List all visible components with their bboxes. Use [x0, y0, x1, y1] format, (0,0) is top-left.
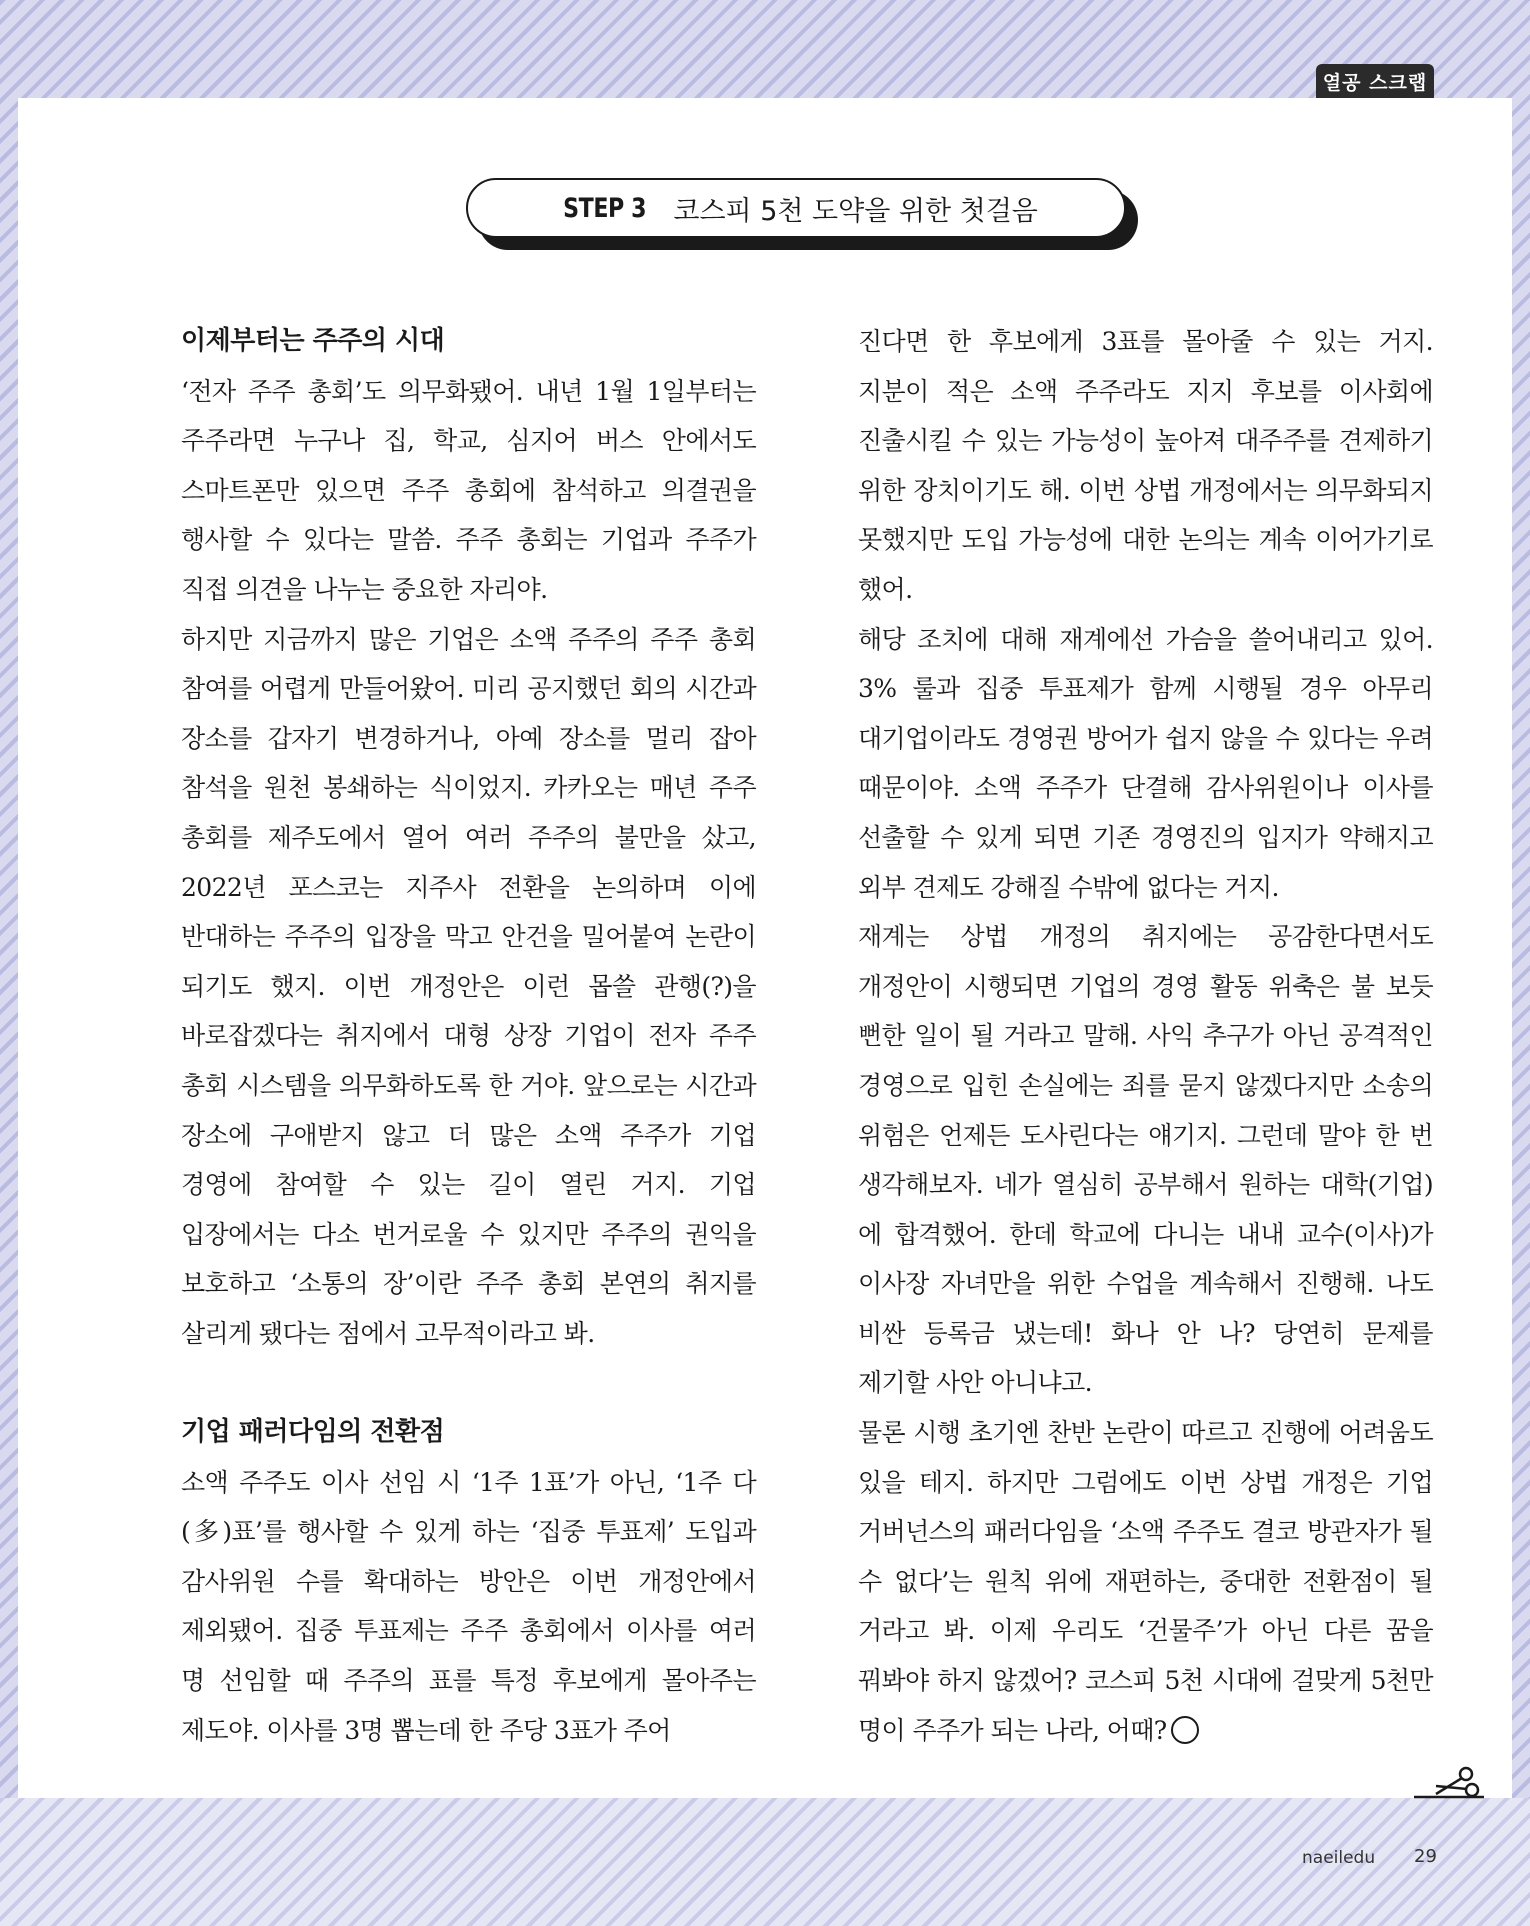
step-title: 코스피 5천 도약을 위한 첫걸음 [673, 195, 1038, 227]
section1-paragraph-2: 하지만 지금까지 많은 기업은 소액 주주의 주주 총회 참여를 어렵게 만들어왔어. 미리 공지했던 회의 시간과 장소를 갑자기 변경하거나, 아예 장소를 멀리 잡아 참석을 원천 봉쇄하는 식이었지. 카카오는 매년 주주 총회를 제주도에서 열어 여러 주주의 불만을 샀고, 2022년 포스코는 지주사 전환을 논의하며 이에 반대하는 주주의 입장을 막고 안건을 밀어붙여 논란이 되기도 했지. 이번 개정안은 이런 몹쓸 관행(?)을 바로잡겠다는 취지에서 대형 상장 기업이 전자 주주 총회 시스템을 의무화하도록 한 거야. 앞으로는 시간과 장소에 구애받지 않고 더 많은 소액 주주가 기업 경영에 참여할 수 있는 길이 열린 거지. 기업 입장에서는 다소 번거로울 수 있지만 주주의 권익을 보호하고 ‘소통의 장’이란 주주 총회 본연의 취지를 살리게 됐다는 점에서 고무적이라고 봐. [181, 624, 756, 1348]
step-banner-box [466, 178, 1126, 238]
section2-paragraph-1-end: 진다면 한 후보에게 3표를 몰아줄 수 있는 거지. 지분이 적은 소액 주주라도 지지 후보를 이사회에 진출시킬 수 있는 가능성이 높아져 대주주를 견제하기 위한 장치이기도 해. 이번 상법 개정에서는 의무화되지 못했지만 도입 가능성에 대한 논의는 계속 이어가기로 했어. [858, 327, 1433, 604]
section2-paragraph-4 [858, 1408, 1433, 1755]
section2-paragraph-3: 재계는 상법 개정의 취지에는 공감한다면서도 개정안이 시행되면 기업의 경영 활동 위축은 불 보듯 뻔한 일이 될 거라고 말해. 사익 추구가 아닌 공격적인 경영으로 입힌 손실에는 죄를 묻지 않겠다지만 소송의 위험은 언제든 도사린다는 얘기지. 그런데 말야 한 번 생각해보자. 네가 열심히 공부해서 원하는 대학(기업)에 합격했어. 한데 학교에 다니는 내내 교수(이사)가 이사장 자녀만을 위한 수업을 계속해서 진행해. 나도 비싼 등록금 냈는데! 화나 안 나? 당연히 문제를 제기할 사안 아니냐고. [858, 922, 1433, 1398]
right-column [858, 317, 1433, 1755]
step-label: STEP 3 [563, 192, 647, 224]
section2-paragraph-4-text: 물론 시행 초기엔 찬반 논란이 따르고 진행에 어려움도 있을 테지. 하지만 그럼에도 이번 상법 개정은 기업 거버넌스의 패러다임을 ‘소액 주주도 결코 방관자가 될 수 없다’는 원칙 위에 재편하는, 중대한 전환점이 될 거라고 봐. 이제 우리도 ‘건물주’가 아닌 다른 꿈을 꿔봐야 하지 않겠어? 코스피 5천 시대에 걸맞게 5천만 명이 주주가 되는 나라, 어때? [858, 1418, 1433, 1745]
page-number: 29 [1414, 1846, 1437, 1867]
section1-paragraph-1: ‘전자 주주 총회’도 의무화됐어. 내년 1월 1일부터는 주주라면 누구나 집, 학교, 심지어 버스 안에서도 스마트폰만 있으면 주주 총회에 참석하고 의결권을 행사할 수 있다는 말씀. 주주 총회는 기업과 주주가 직접 의견을 나누는 중요한 자리야. [181, 376, 756, 604]
left-column [181, 317, 756, 1755]
section-heading-1: 이제부터는 주주의 시대 [181, 326, 445, 356]
end-mark-icon [1171, 1716, 1199, 1744]
section-tag: 열공 스크랩 [1316, 64, 1434, 98]
bottom-band [0, 1798, 1530, 1926]
section-gap [181, 1358, 756, 1408]
step-banner [466, 178, 1126, 240]
section2-paragraph-1-start: 소액 주주도 이사 선임 시 ‘1주 1표’가 아닌, ‘1주 다(多)표’를 행사할 수 있게 하는 ‘집중 투표제’ 도입과 감사위원 수를 확대하는 방안은 이번 개정안에서 제외됐어. 집중 투표제는 주주 총회에서 이사를 여러 명 선임할 때 주주의 표를 특정 후보에게 몰아주는 제도야. 이사를 3명 뽑는데 한 주당 3표가 주어 [181, 1467, 756, 1745]
scissors-icon [1414, 1764, 1484, 1800]
footer-brand: naeiledu [1302, 1848, 1376, 1868]
section-heading-2: 기업 패러다임의 전환점 [181, 1417, 445, 1448]
section2-paragraph-2: 해당 조치에 대해 재계에선 가슴을 쓸어내리고 있어. 3% 룰과 집중 투표제가 함께 시행될 경우 아무리 대기업이라도 경영권 방어가 쉽지 않을 수 있다는 우려 때문이야. 소액 주주가 단결해 감사위원이나 이사를 선출할 수 있게 되면 기존 경영진의 입지가 약해지고 외부 견제도 강해질 수밖에 없다는 거지. [858, 624, 1433, 902]
